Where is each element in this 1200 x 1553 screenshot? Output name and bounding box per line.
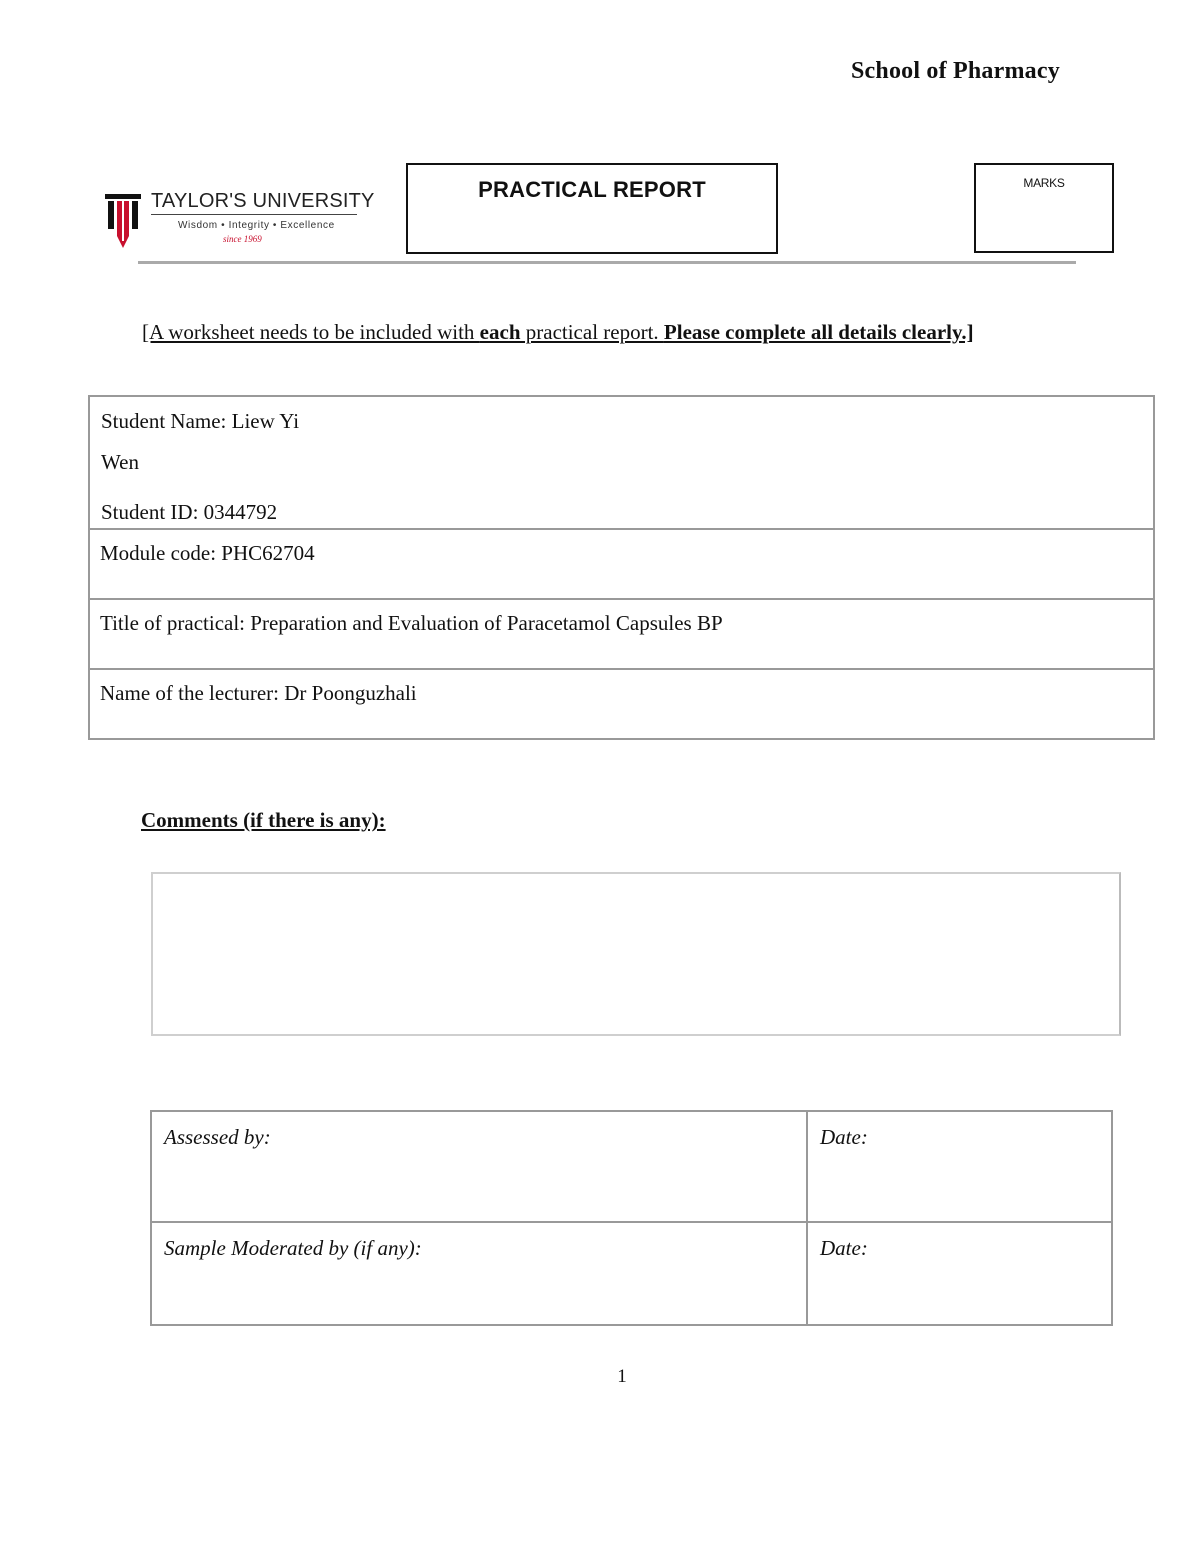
instruction-bold2: Please complete all details clearly.]	[663, 320, 974, 344]
logo-wordmark: TAYLOR'S UNIVERSITY	[151, 190, 375, 212]
comments-box[interactable]	[151, 872, 1121, 1036]
practical-title: Title of practical: Preparation and Evaluation of Paracetamol Capsules BP	[100, 611, 723, 635]
report-title: PRACTICAL REPORT	[478, 177, 706, 202]
logo-divider	[151, 214, 357, 215]
university-crest-icon	[103, 192, 143, 252]
table-row	[89, 669, 1154, 739]
table-row	[151, 1111, 1112, 1222]
report-title-box	[406, 163, 778, 254]
module-code: Module code: PHC62704	[100, 541, 315, 565]
student-name-line2: Wen	[101, 450, 139, 474]
instruction-bold1: each	[479, 320, 521, 344]
page-number: 1	[617, 1366, 627, 1387]
marks-label: MARKS	[1023, 176, 1065, 190]
table-row	[89, 396, 1154, 529]
logo-since: since 1969	[223, 234, 262, 244]
marks-box	[974, 163, 1114, 253]
instruction-part1: [A worksheet needs to be included with	[142, 320, 480, 344]
student-name-line1: Student Name: Liew Yi	[101, 409, 300, 433]
student-id: Student ID: 0344792	[101, 500, 278, 524]
comments-heading: Comments (if there is any):	[141, 808, 386, 832]
table-row	[151, 1222, 1112, 1325]
assessment-table	[150, 1110, 1113, 1326]
table-row	[89, 599, 1154, 669]
moderated-by-cell[interactable]: Sample Moderated by (if any):	[151, 1222, 807, 1325]
assessed-date-cell[interactable]: Date:	[807, 1111, 1112, 1222]
header-divider	[138, 261, 1076, 264]
practical-title-cell	[89, 599, 1154, 669]
assessed-by-cell[interactable]: Assessed by:	[151, 1111, 807, 1222]
table-row	[89, 529, 1154, 599]
instruction-text	[142, 320, 974, 345]
lecturer-name: Name of the lecturer: Dr Poonguzhali	[100, 681, 417, 705]
school-name: School of Pharmacy	[851, 58, 1060, 84]
logo-motto: Wisdom • Integrity • Excellence	[178, 220, 335, 231]
student-name-cell	[89, 396, 1154, 529]
student-info-table	[88, 395, 1155, 740]
lecturer-cell	[89, 669, 1154, 739]
module-code-cell	[89, 529, 1154, 599]
instruction-part2: practical report.	[520, 320, 664, 344]
university-logo	[103, 188, 375, 252]
moderated-date-cell[interactable]: Date:	[807, 1222, 1112, 1325]
